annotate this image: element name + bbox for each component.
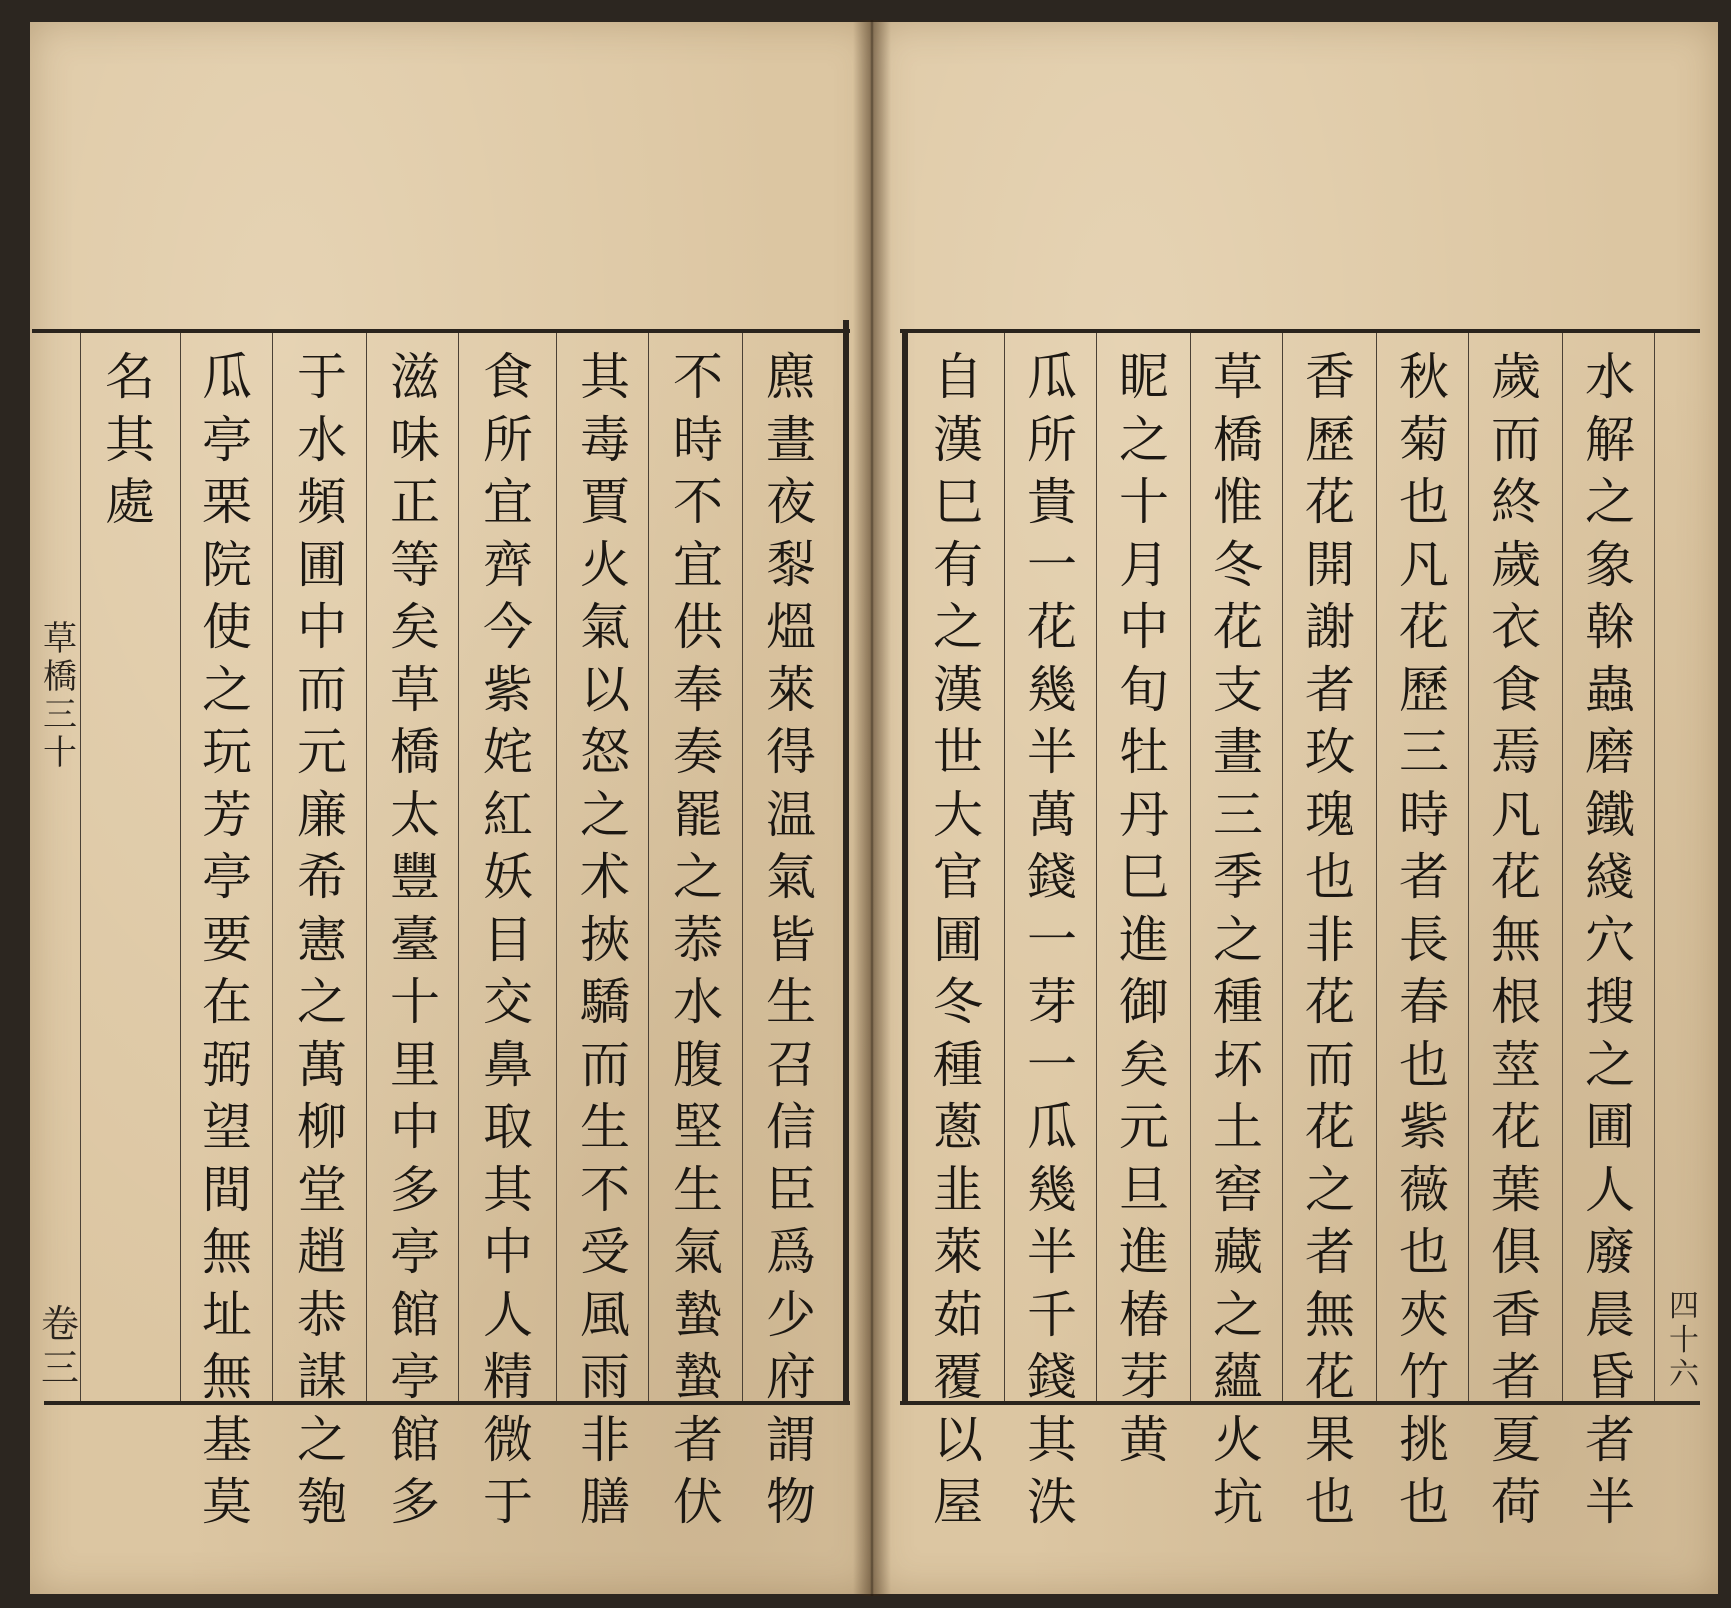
right-frame-top-rule — [900, 329, 1700, 333]
left-text-column-1: 麃晝夜𪏭熅萊得温氣皆生召信臣爲少府謂物 — [766, 348, 816, 1531]
left-text-column-5: 滋味正等矣草橋太豐臺十里中多亭館亭館多 — [390, 348, 440, 1531]
right-frame-left-rule — [902, 330, 908, 1405]
left-banxin-rule — [80, 333, 81, 1401]
right-banxin-rule — [1654, 333, 1655, 1401]
right-text-column-1: 水解之象榦蟲磨鐵綫穴搜之圃人廢晨昏者半 — [1585, 348, 1635, 1531]
right-text-column-3: 秋菊也凡花歷三時者長春也紫薇也夾竹挑也 — [1399, 348, 1449, 1531]
right-col-rule-6 — [1468, 333, 1469, 1401]
left-col-rule-7 — [742, 333, 743, 1401]
left-text-column-4: 食所宜齊今紫姹紅妖目交鼻取其中人精微于 — [483, 348, 533, 1531]
right-text-column-2: 歲而終歲衣食焉凡花無根莖花葉俱香者夏荷 — [1491, 348, 1541, 1531]
juan-number: 卷三 — [40, 1302, 79, 1390]
right-text-column-4: 香歷花開謝者玫瑰也非花而花之者無花果也 — [1305, 348, 1355, 1531]
left-text-column-6: 于水頻圃中而元廉希憲之萬柳堂趙恭謀之匏 — [297, 348, 347, 1531]
left-text-column-2: 不時不宜供奉奏罷之菾水腹堅生氣蟄蟄者伏 — [673, 348, 723, 1531]
right-text-column-6: 眤之十月中旬牡丹巳進御矣元旦進椿芽黄 — [1119, 348, 1169, 1469]
left-frame-top-rule — [32, 329, 850, 333]
left-col-rule-6 — [648, 333, 649, 1401]
right-col-rule-5 — [1376, 333, 1377, 1401]
left-col-rule-1 — [180, 333, 181, 1401]
left-col-rule-4 — [458, 333, 459, 1401]
folio-number: 四十六 — [1669, 1289, 1699, 1392]
right-col-rule-7 — [1562, 333, 1563, 1401]
right-text-column-5: 草橋惟冬花支晝三季之種坏土窖藏之蘊火坑 — [1213, 348, 1263, 1531]
right-col-rule-4 — [1282, 333, 1283, 1401]
left-page — [30, 22, 875, 1594]
left-text-column-3: 其毒賈火氣以怒之术挾驕而生不受風雨非膳 — [580, 348, 630, 1531]
left-col-rule-3 — [366, 333, 367, 1401]
left-text-column-7: 瓜亭栗院使之玩芳亭要在弼望間無址無基莫 — [202, 348, 252, 1531]
margin-title: 草橋三十 — [43, 619, 77, 773]
right-col-rule-1 — [1004, 333, 1005, 1401]
book-gutter — [853, 20, 891, 1596]
left-text-column-8: 名其處 — [105, 348, 155, 531]
right-col-rule-3 — [1190, 333, 1191, 1401]
right-col-rule-2 — [1096, 333, 1097, 1401]
left-frame-right-rule-lower — [843, 330, 849, 1405]
right-text-column-8: 自漢巳有之漢世大官圃冬種蔥韭萊茹覆以屋 — [933, 348, 983, 1531]
right-text-column-7: 瓜所貴一花幾半萬錢一芽一瓜幾半千錢其泆 — [1027, 348, 1077, 1531]
left-col-rule-2 — [272, 333, 273, 1401]
left-col-rule-5 — [556, 333, 557, 1401]
